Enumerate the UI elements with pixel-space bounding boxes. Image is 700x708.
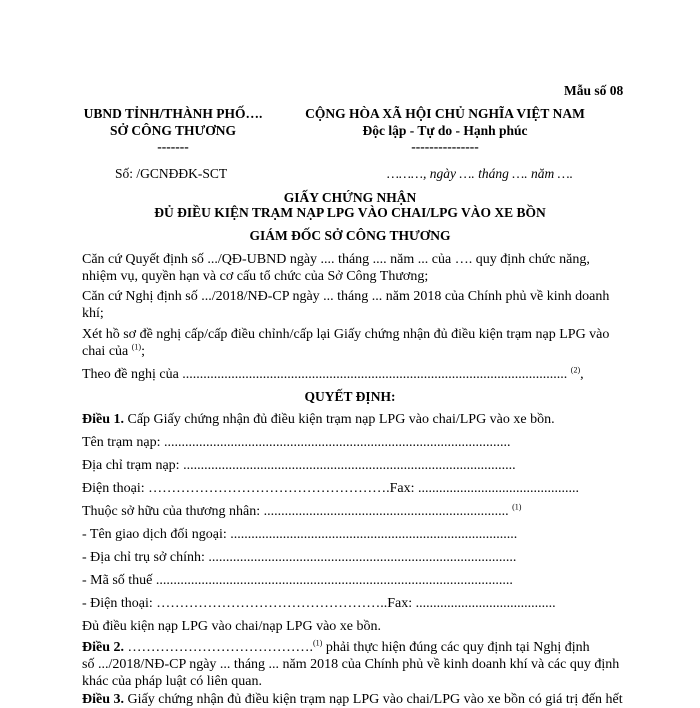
field-head-office: - Địa chỉ trụ sở chính: ........................................................................................: [82, 550, 517, 565]
preamble-proposal-text: Theo đề nghị của ..............................................................................................................: [82, 367, 568, 382]
title-line1: GIẤY CHỨNG NHẬN: [283, 190, 417, 205]
article2-dots: ………………………………….: [124, 640, 313, 655]
preamble-proposal-end: ,: [580, 367, 584, 382]
title-line3: GIÁM ĐỐC SỞ CÔNG THƯƠNG: [249, 228, 451, 243]
preamble-proposal-line: [82, 367, 584, 383]
field-tax-code: - Mã số thuế ......................................................................................................: [82, 573, 513, 588]
field-station-name: Tên trạm nạp: ...................................................................................................: [82, 435, 511, 450]
header-left-separator: -------: [157, 139, 189, 154]
preamble-dossier-end: ;: [141, 344, 145, 359]
article1-label: Điều 1.: [82, 412, 124, 427]
title-line2: ĐỦ ĐIỀU KIỆN TRẠM NẠP LPG VÀO CHAI/LPG VÀO XE BỒN: [154, 205, 546, 220]
field-owner: [82, 504, 521, 520]
footnote-ref: (1): [512, 502, 522, 512]
field-station-phone-fax: Điện thoại: …………………………………………….Fax: ..............................................: [82, 481, 579, 496]
footnote-ref: (2): [570, 365, 581, 375]
header-motto: Độc lập - Tự do - Hạnh phúc: [362, 123, 528, 138]
footnote-ref: (1): [131, 342, 142, 352]
decision-heading: QUYẾT ĐỊNH:: [304, 389, 396, 404]
field-owner-text: Thuộc sở hữu của thương nhân: ......................................................................: [82, 504, 509, 519]
header-authority-line2: SỞ CÔNG THƯƠNG: [109, 123, 236, 138]
article1-conclusion: Đủ điều kiện nạp LPG vào chai/nạp LPG vào xe bồn.: [82, 619, 381, 634]
article2-label: Điều 2.: [82, 640, 124, 655]
preamble-dossier-text: chai của: [82, 344, 129, 359]
document-number: Số: /GCNĐĐK-SCT: [115, 166, 228, 181]
article3-text: Giấy chứng nhận đủ điều kiện trạm nạp LPG vào chai/LPG vào xe bồn có giá trị đến hết: [124, 692, 623, 707]
document-date: ………, ngày …. tháng …. năm ….: [387, 166, 574, 181]
preamble-dossier-line1: Xét hồ sơ đề nghị cấp/cấp điều chỉnh/cấp lại Giấy chứng nhận đủ điều kiện trạm nạp LPG vào: [82, 327, 610, 342]
preamble-decision-line2: nhiệm vụ, quyền hạn và cơ cấu tổ chức của Sở Công Thương;: [82, 269, 429, 284]
field-station-address: Địa chỉ trạm nạp: ...............................................................................................: [82, 458, 516, 473]
preamble-decision-line1: Căn cứ Quyết định số .../QĐ-UBND ngày .... tháng .... năm ... của …. quy định chức năng,: [82, 252, 590, 267]
header-nation: CỘNG HÒA XÃ HỘI CHỦ NGHĨA VIỆT NAM: [305, 106, 585, 121]
article2-text: phải thực hiện đúng các quy định tại Nghị định: [322, 640, 590, 655]
header-right-separator: ---------------: [411, 139, 479, 154]
preamble-dossier-line2: [82, 344, 145, 360]
article3-line1: [82, 692, 623, 708]
preamble-decree-line1: Căn cứ Nghị định số .../2018/NĐ-CP ngày ... tháng ... năm 2018 của Chính phủ về kinh doanh: [82, 289, 610, 304]
article2-line3: khác của pháp luật có liên quan.: [82, 674, 262, 689]
field-owner-phone-fax: - Điện thoại: …………………………………………..Fax: ........................................: [82, 596, 556, 611]
article3-label: Điều 3.: [82, 692, 124, 707]
article2-line1: [82, 640, 590, 656]
form-number: Mẫu số 08: [564, 83, 624, 98]
article2-line2: số .../2018/NĐ-CP ngày ... tháng ... năm 2018 của Chính phủ về kinh doanh khí và các quy định: [82, 657, 620, 672]
footnote-ref: (1): [313, 638, 323, 648]
header-authority-line1: UBND TỈNH/THÀNH PHỐ….: [83, 106, 263, 121]
preamble-decree-line2: khí;: [82, 306, 104, 321]
article1-heading: [82, 412, 555, 428]
article1-text: Cấp Giấy chứng nhận đủ điều kiện trạm nạp LPG vào chai/LPG vào xe bồn.: [127, 412, 555, 427]
field-trade-name: - Tên giao dịch đối ngoại: ..................................................................................: [82, 527, 518, 542]
